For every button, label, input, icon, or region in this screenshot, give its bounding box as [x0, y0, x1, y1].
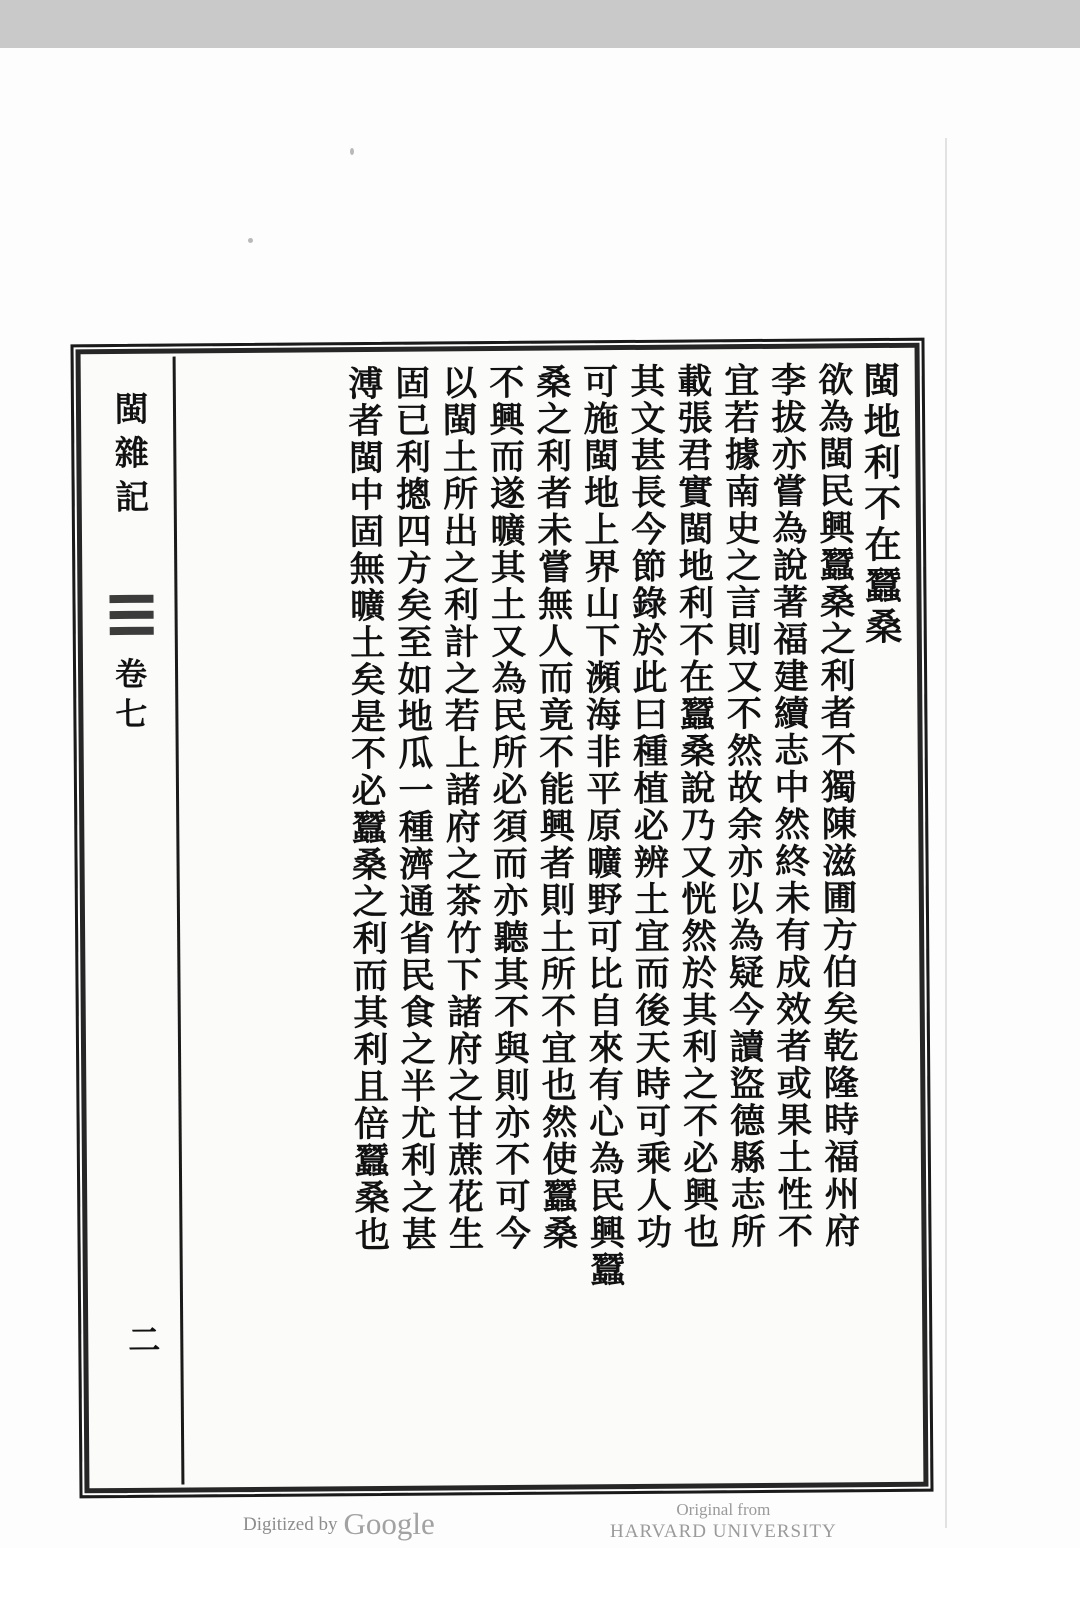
text-column: 宜若據南史之言則又不然故余亦以為疑今讀盜德縣志所 [718, 361, 767, 1251]
page-number: 二 [123, 1322, 162, 1355]
text-columns [178, 351, 923, 1485]
fishtail-ornament-icon [109, 589, 153, 643]
scan-speck [248, 238, 253, 243]
original-from-label: Original from [676, 1500, 771, 1519]
source-credit [610, 1499, 837, 1544]
scan-edge-line [945, 138, 947, 1528]
institution-name: HARVARD UNIVERSITY [610, 1521, 837, 1543]
text-column: 桑之利者未嘗無人而竟不能興者則土所不宜也然使蠶桑 [530, 363, 579, 1252]
digitizer-credit [243, 1506, 435, 1542]
text-column: 載張君實閩地利不在蠶桑說乃又恍然於其利之不必興也 [671, 362, 720, 1251]
google-logo: Google [343, 1506, 435, 1541]
digitized-by-label: Digitized by [243, 1514, 338, 1535]
text-column: 固已利摠四方矣至如地瓜一種濟通省民食之半尤利之甚 [389, 364, 438, 1253]
page-spine-banxin [92, 357, 185, 1486]
scan-footer [0, 1488, 1080, 1548]
scanned-page [0, 48, 1080, 1548]
text-block-inner [82, 351, 923, 1485]
book-title: 閩雜記 [107, 390, 149, 524]
section-heading: 閩地利不在蠶桑 [856, 360, 903, 649]
text-column: 可施閩地上界山下瀕海非平原曠野可比自來有心為民興蠶 [577, 363, 626, 1289]
text-column: 溥者閩中固無曠土矣是不必蠶桑之利而其利且倍蠶桑也 [342, 364, 391, 1254]
woodblock-text-frame [70, 338, 933, 1499]
scan-speck [350, 148, 354, 155]
text-column: 以閩土所出之利計之若上諸府之茶竹下諸府之甘蔗花生 [436, 364, 485, 1253]
volume-label: 卷七 [109, 656, 149, 738]
text-column: 其文甚長今節錄於此曰種植必辨土宜而後天時可乘人功 [624, 362, 673, 1251]
text-column: 欲為閩民興蠶桑之利者不獨陳滋圃方伯矣乾隆時福州府 [812, 361, 861, 1250]
text-column: 李拔亦嘗為說著福建續志中然終未有成效者或果土性不 [765, 361, 814, 1250]
text-column: 不興而遂曠其土又為民所必須而亦聽其不與則亦不可今 [483, 363, 532, 1253]
scanner-top-bar [0, 0, 1080, 48]
